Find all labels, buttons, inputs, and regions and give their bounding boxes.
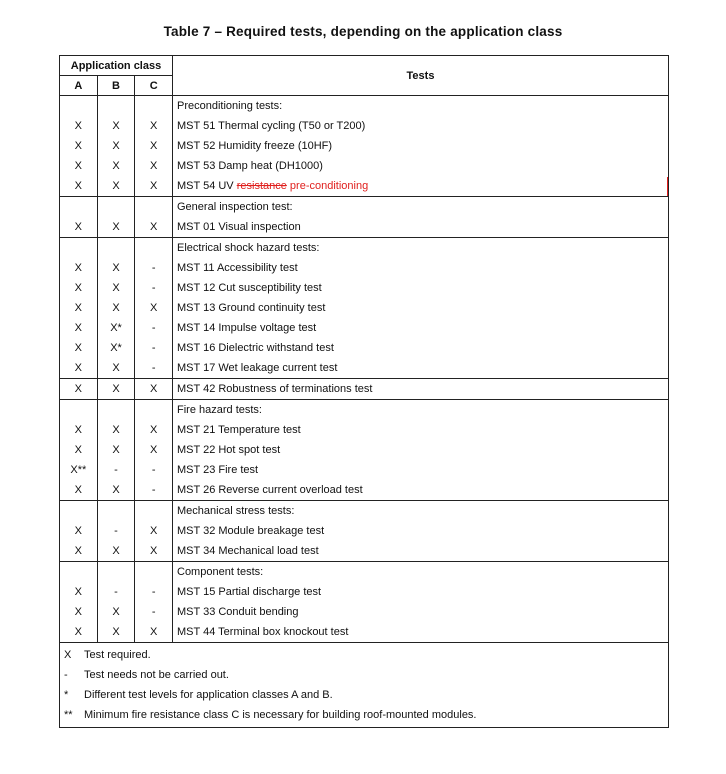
test-name — [173, 176, 668, 196]
class-c-mark: - — [151, 586, 156, 598]
class-b-column — [98, 562, 136, 642]
class-a-mark: X — [74, 424, 82, 436]
test-name — [173, 622, 668, 642]
class-b-mark: X — [112, 120, 120, 132]
class-c-mark: - — [151, 322, 156, 334]
test-label: MST 16 Dielectric withstand test — [177, 342, 334, 354]
class-a-mark: X — [74, 525, 82, 537]
class-a-column — [60, 238, 98, 378]
class-c-mark: - — [151, 484, 156, 496]
class-c-mark: - — [151, 362, 156, 374]
class-b-mark: X — [112, 444, 120, 456]
class-b-mark: - — [114, 586, 118, 598]
test-name — [173, 258, 668, 278]
test-label: MST 32 Module breakage test — [177, 525, 325, 537]
class-c-mark: X — [150, 140, 158, 152]
note-symbol: X — [64, 649, 72, 661]
class-b-mark: X — [112, 180, 120, 192]
note-text: Test needs not be carried out. — [84, 669, 229, 681]
deleted-text: resistance — [236, 180, 287, 192]
test-label: MST 34 Mechanical load test — [177, 545, 319, 557]
test-name — [173, 379, 668, 399]
test-name — [173, 460, 668, 480]
class-c-mark: X — [150, 180, 158, 192]
test-name — [173, 217, 668, 237]
class-c-mark: X — [150, 545, 158, 557]
test-group — [60, 501, 668, 562]
class-a-column — [60, 501, 98, 561]
class-a-mark: X — [74, 484, 82, 496]
class-a-column — [60, 379, 98, 399]
class-b-column — [98, 197, 136, 237]
test-groups — [60, 96, 668, 643]
test-name — [173, 298, 668, 318]
group-heading: Mechanical stress tests: — [177, 505, 295, 517]
test-label: MST 11 Accessibility test — [177, 262, 298, 274]
note-symbol: ** — [64, 709, 73, 721]
class-c-column — [135, 238, 172, 378]
class-a-mark: X — [74, 626, 82, 638]
revision-margin-bar — [667, 177, 668, 196]
class-b-mark: X — [112, 545, 120, 557]
test-label: MST 21 Temperature test — [177, 424, 301, 436]
class-b-mark: X — [112, 383, 120, 395]
class-a-mark: X — [74, 545, 82, 557]
test-label: MST 14 Impulse voltage test — [177, 322, 317, 334]
class-a-mark: X — [74, 302, 82, 314]
application-class-label: Application class — [60, 56, 172, 76]
class-c-column — [135, 501, 172, 561]
test-label: MST 44 Terminal box knockout test — [177, 626, 349, 638]
test-group — [60, 238, 668, 379]
class-c-mark: - — [151, 282, 156, 294]
class-a-column — [60, 96, 98, 196]
test-label: MST 52 Humidity freeze (10HF) — [177, 140, 333, 152]
note-item — [60, 685, 668, 705]
class-a-mark: X — [74, 180, 82, 192]
class-a-header: A — [60, 76, 98, 95]
class-c-mark: - — [151, 262, 156, 274]
test-label: MST 42 Robustness of terminations test — [177, 383, 373, 395]
class-a-mark: X — [74, 160, 82, 172]
inserted-text: pre-conditioning — [286, 180, 369, 192]
class-c-mark: X — [150, 626, 158, 638]
class-a-mark: X — [74, 140, 82, 152]
class-a-mark: X — [74, 606, 82, 618]
table-notes — [60, 643, 668, 728]
class-a-column — [60, 197, 98, 237]
class-c-mark: X — [150, 525, 158, 537]
table-header — [60, 56, 668, 96]
test-name — [173, 440, 668, 460]
test-name — [173, 278, 668, 298]
note-symbol: * — [64, 689, 69, 701]
group-heading: Preconditioning tests: — [177, 100, 283, 112]
class-b-mark: X — [112, 362, 120, 374]
class-c-column — [135, 379, 172, 399]
test-name — [173, 420, 668, 440]
test-label: MST 23 Fire test — [177, 464, 259, 476]
note-item — [60, 665, 668, 685]
test-group — [60, 379, 668, 400]
test-name — [173, 156, 668, 176]
class-a-column — [60, 562, 98, 642]
test-label: MST 33 Conduit bending — [177, 606, 299, 618]
class-c-column — [135, 400, 172, 500]
class-b-column — [98, 96, 136, 196]
group-heading: Electrical shock hazard tests: — [177, 242, 320, 254]
class-b-mark: X — [112, 302, 120, 314]
test-name — [173, 521, 668, 541]
class-b-column — [98, 400, 136, 500]
class-c-mark: X — [150, 302, 158, 314]
class-a-mark: X — [74, 282, 82, 294]
class-b-column — [98, 379, 136, 399]
class-b-mark: - — [114, 525, 118, 537]
test-name — [173, 338, 668, 358]
class-b-mark: X* — [110, 322, 122, 334]
note-symbol: - — [64, 669, 68, 681]
test-name — [173, 136, 668, 156]
class-a-mark: X — [74, 383, 82, 395]
test-name — [173, 318, 668, 338]
class-c-mark: - — [151, 342, 156, 354]
class-b-mark: X — [112, 140, 120, 152]
class-b-mark: X — [112, 221, 120, 233]
application-class-header — [60, 56, 173, 95]
class-a-mark: X — [74, 342, 82, 354]
class-b-mark: X — [112, 484, 120, 496]
class-b-mark: X — [112, 606, 120, 618]
tests-header: Tests — [406, 69, 435, 82]
class-c-column — [135, 96, 172, 196]
test-name — [173, 602, 668, 622]
class-b-header: B — [98, 76, 136, 95]
class-c-mark: X — [150, 160, 158, 172]
test-group — [60, 197, 668, 238]
test-name — [173, 358, 668, 378]
class-b-mark: X — [112, 424, 120, 436]
class-a-mark: X — [74, 221, 82, 233]
test-name — [173, 116, 668, 136]
class-c-mark: X — [150, 221, 158, 233]
class-a-mark: X — [74, 120, 82, 132]
class-b-mark: - — [114, 464, 118, 476]
class-b-mark: X — [112, 262, 120, 274]
class-a-column — [60, 400, 98, 500]
class-c-column — [135, 197, 172, 237]
note-item — [60, 705, 668, 725]
test-name — [173, 582, 668, 602]
class-b-mark: X* — [110, 342, 122, 354]
class-b-mark: X — [112, 282, 120, 294]
test-label: MST 13 Ground continuity test — [177, 302, 326, 314]
class-a-mark: X — [74, 322, 82, 334]
test-label: MST 53 Damp heat (DH1000) — [177, 160, 323, 172]
class-c-mark: X — [150, 383, 158, 395]
test-label: MST 17 Wet leakage current test — [177, 362, 338, 374]
test-group — [60, 96, 668, 197]
class-a-mark: X — [74, 262, 82, 274]
class-b-mark: X — [112, 160, 120, 172]
test-label: MST 01 Visual inspection — [177, 221, 301, 233]
class-c-header: C — [149, 79, 158, 92]
class-a-mark: X — [74, 586, 82, 598]
class-c-mark: - — [151, 464, 156, 476]
note-text: Test required. — [84, 649, 151, 661]
test-group — [60, 400, 668, 501]
class-a-mark: X** — [70, 464, 87, 476]
class-c-mark: X — [150, 444, 158, 456]
group-heading: Component tests: — [177, 566, 264, 578]
test-name — [173, 480, 668, 500]
test-name — [173, 541, 668, 561]
test-label: MST 12 Cut susceptibility test — [177, 282, 322, 294]
note-text: Different test levels for application classes A and B. — [84, 689, 333, 701]
class-c-column — [135, 562, 172, 642]
class-b-column — [98, 238, 136, 378]
class-a-mark: X — [74, 362, 82, 374]
test-label: MST 15 Partial discharge test — [177, 586, 322, 598]
test-label: MST 51 Thermal cycling (T50 or T200) — [177, 120, 366, 132]
group-heading: General inspection test: — [177, 201, 293, 213]
note-text: Minimum fire resistance class C is necessary for building roof-mounted modules. — [84, 709, 477, 721]
class-c-mark: X — [150, 120, 158, 132]
required-tests-table — [59, 55, 669, 728]
class-c-mark: - — [151, 606, 156, 618]
test-label: MST 22 Hot spot test — [177, 444, 281, 456]
class-b-column — [98, 501, 136, 561]
class-c-mark: X — [150, 424, 158, 436]
test-label: MST 54 UV — [177, 180, 237, 192]
test-group — [60, 562, 668, 643]
class-b-mark: X — [112, 626, 120, 638]
table-title: Table 7 – Required tests, depending on the application class — [163, 24, 563, 39]
test-label: MST 26 Reverse current overload test — [177, 484, 363, 496]
class-a-mark: X — [74, 444, 82, 456]
note-item — [60, 645, 668, 665]
group-heading: Fire hazard tests: — [177, 404, 262, 416]
